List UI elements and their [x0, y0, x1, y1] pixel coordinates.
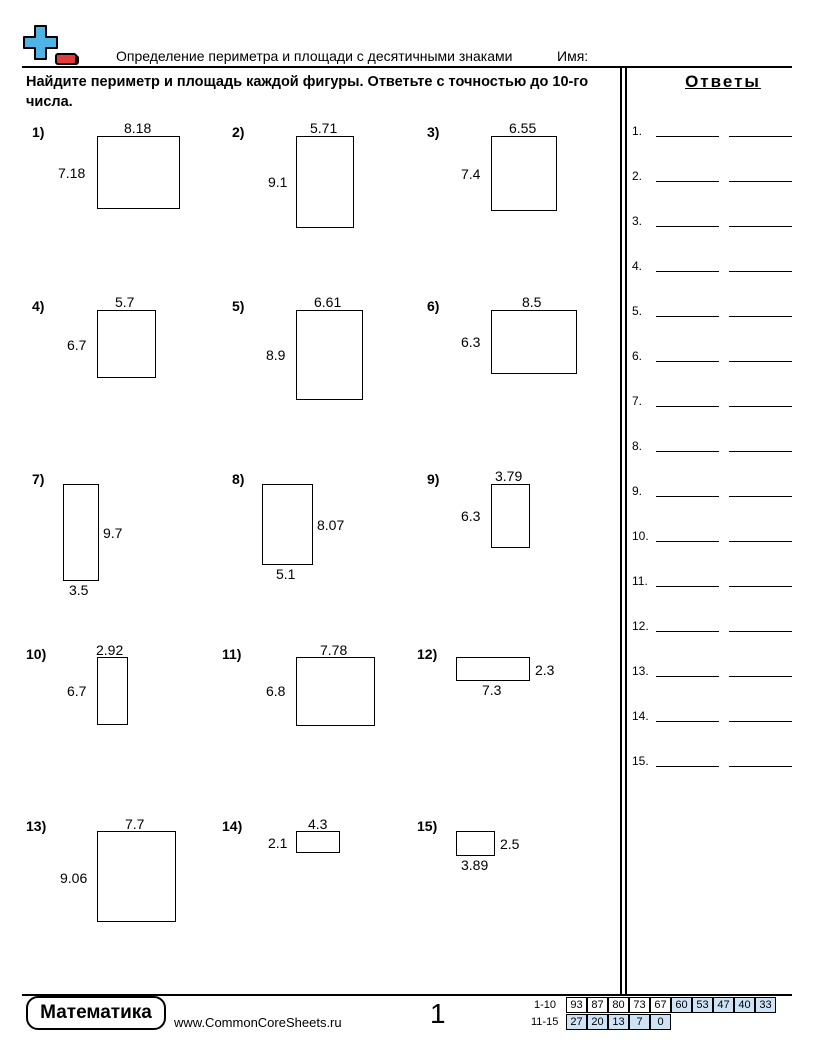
area-answer-line[interactable]: [729, 721, 792, 722]
answer-row: [632, 169, 802, 187]
score-cell: 27: [566, 1014, 587, 1030]
footer-badge: Математика: [26, 996, 166, 1030]
rectangle-shape: [296, 310, 363, 400]
score-cell: 13: [608, 1014, 629, 1030]
dimension-top: 5.7: [115, 294, 135, 310]
score-cell: 40: [734, 997, 755, 1013]
area-answer-line[interactable]: [729, 586, 792, 587]
answer-number: 1.: [632, 124, 643, 138]
score-row-label: 1-10: [534, 999, 557, 1011]
problem-number: 11): [222, 646, 242, 662]
answer-number: 7.: [632, 394, 643, 408]
rectangle-shape: [491, 136, 557, 211]
dimension-top: 7.7: [125, 816, 145, 832]
score-cell: 53: [692, 997, 713, 1013]
dimension-side: 8.9: [266, 347, 286, 363]
score-cell: 73: [629, 997, 650, 1013]
problem-number: 3): [427, 124, 440, 140]
perimeter-answer-line[interactable]: [656, 271, 719, 272]
dimension-top: 6.55: [509, 120, 537, 136]
dimension-side: 9.06: [60, 870, 88, 886]
dimension-top: 2.92: [96, 642, 124, 658]
rectangle-shape: [63, 484, 99, 581]
problem-number: 12): [417, 646, 438, 662]
perimeter-answer-line[interactable]: [656, 361, 719, 362]
dimension-side: 2.1: [268, 835, 288, 851]
page-number: 1: [430, 998, 446, 1029]
dimension-side: 7.4: [461, 166, 481, 182]
area-answer-line[interactable]: [729, 631, 792, 632]
problem-number: 9): [427, 471, 440, 487]
rectangle-shape: [296, 657, 375, 726]
perimeter-answer-line[interactable]: [656, 586, 719, 587]
perimeter-answer-line[interactable]: [656, 451, 719, 452]
rectangle-shape: [97, 831, 176, 922]
area-answer-line[interactable]: [729, 271, 792, 272]
score-cell: 20: [587, 1014, 608, 1030]
dimension-top: 6.61: [314, 294, 342, 310]
perimeter-answer-line[interactable]: [656, 406, 719, 407]
score-cell: 60: [671, 997, 692, 1013]
perimeter-answer-line[interactable]: [656, 676, 719, 677]
rectangle-shape: [456, 831, 495, 856]
answer-number: 12.: [632, 619, 649, 633]
answer-row: [632, 529, 802, 547]
dimension-bottom: 3.5: [69, 582, 89, 598]
problem-number: 8): [232, 471, 245, 487]
perimeter-answer-line[interactable]: [656, 136, 719, 137]
problem-number: 13): [26, 818, 47, 834]
answer-number: 4.: [632, 259, 643, 273]
answer-row: [632, 259, 802, 277]
score-cell: 87: [587, 997, 608, 1013]
dimension-bottom: 5.1: [276, 566, 296, 582]
problem-number: 6): [427, 298, 440, 314]
rectangle-shape: [296, 831, 340, 853]
dimension-side: 7.18: [58, 165, 86, 181]
answer-row: [632, 709, 802, 727]
answer-number: 11.: [632, 574, 648, 588]
answer-row: [632, 574, 802, 592]
perimeter-answer-line[interactable]: [656, 181, 719, 182]
problem-number: 5): [232, 298, 245, 314]
dimension-bottom: 7.3: [482, 682, 502, 698]
dimension-top: 8.5: [522, 294, 542, 310]
perimeter-answer-line[interactable]: [656, 631, 719, 632]
dimension-top: 3.79: [495, 468, 523, 484]
problem-number: 10): [26, 646, 47, 662]
answer-row: [632, 394, 802, 412]
perimeter-answer-line[interactable]: [656, 721, 719, 722]
perimeter-answer-line[interactable]: [656, 316, 719, 317]
problem-number: 15): [417, 818, 438, 834]
area-answer-line[interactable]: [729, 361, 792, 362]
header-rule: [22, 66, 792, 68]
score-cell: 93: [566, 997, 587, 1013]
answer-number: 15.: [632, 754, 649, 768]
problem-number: 14): [222, 818, 243, 834]
answer-number: 2.: [632, 169, 643, 183]
score-cell: 67: [650, 997, 671, 1013]
dimension-top: 4.3: [308, 816, 328, 832]
area-answer-line[interactable]: [729, 541, 792, 542]
problem-number: 4): [32, 298, 45, 314]
rectangle-shape: [456, 657, 530, 681]
dimension-side: 6.7: [67, 683, 87, 699]
name-label: Имя:: [557, 48, 589, 64]
score-cell: 47: [713, 997, 734, 1013]
answer-number: 5.: [632, 304, 643, 318]
rectangle-shape: [491, 484, 530, 548]
score-cell: 7: [629, 1014, 650, 1030]
area-answer-line[interactable]: [729, 226, 792, 227]
instructions: Найдите периметр и площадь каждой фигуры. Ответьте с точностью до 10-го числа.: [26, 74, 589, 110]
dimension-side: 9.1: [268, 174, 288, 190]
area-answer-line[interactable]: [729, 181, 792, 182]
answer-row: [632, 484, 802, 502]
answer-number: 13.: [632, 664, 649, 678]
rectangle-shape: [296, 136, 354, 228]
rectangle-shape: [491, 310, 577, 374]
dimension-side: 6.7: [67, 337, 87, 353]
answer-row: [632, 664, 802, 682]
dimension-side: 6.8: [266, 683, 286, 699]
rectangle-shape: [262, 484, 313, 565]
dimension-side: 6.3: [461, 508, 481, 524]
answer-number: 3.: [632, 214, 643, 228]
score-row-label: 11-15: [531, 1016, 559, 1028]
rectangle-shape: [97, 657, 128, 725]
answer-divider: [620, 66, 622, 996]
footer-url: www.CommonCoreSheets.ru: [174, 1015, 342, 1030]
score-cell: 33: [755, 997, 776, 1013]
answer-row: [632, 754, 802, 772]
area-answer-line[interactable]: [729, 451, 792, 452]
dimension-side: 8.07: [317, 517, 345, 533]
problem-number: 1): [32, 124, 45, 140]
perimeter-answer-line[interactable]: [656, 226, 719, 227]
answers-title: Ответы: [685, 72, 761, 91]
answer-row: [632, 214, 802, 232]
logo-icon: [22, 24, 80, 68]
answer-number: 10.: [632, 529, 649, 543]
score-cell: 80: [608, 997, 629, 1013]
answer-row: [632, 349, 802, 367]
rectangle-shape: [97, 136, 180, 209]
dimension-top: 7.78: [320, 642, 348, 658]
dimension-top: 5.71: [310, 120, 338, 136]
area-answer-line[interactable]: [729, 406, 792, 407]
dimension-side: 9.7: [103, 525, 123, 541]
dimension-top: 8.18: [124, 120, 152, 136]
answer-row: [632, 124, 802, 142]
problem-number: 7): [32, 471, 45, 487]
answer-number: 9.: [632, 484, 643, 498]
worksheet-title: Определение периметра и площади с десятичными знаками: [116, 48, 513, 64]
answer-row: [632, 304, 802, 322]
perimeter-answer-line[interactable]: [656, 541, 719, 542]
area-answer-line[interactable]: [729, 766, 792, 767]
answer-number: 6.: [632, 349, 643, 363]
dimension-side: 2.3: [535, 662, 555, 678]
answer-number: 8.: [632, 439, 643, 453]
answer-row: [632, 439, 802, 457]
dimension-side: 2.5: [500, 836, 520, 852]
answer-divider-2: [625, 66, 627, 996]
dimension-side: 6.3: [461, 334, 481, 350]
perimeter-answer-line[interactable]: [656, 496, 719, 497]
area-answer-line[interactable]: [729, 496, 792, 497]
area-answer-line[interactable]: [729, 136, 792, 137]
area-answer-line[interactable]: [729, 316, 792, 317]
rectangle-shape: [97, 310, 156, 378]
dimension-bottom: 3.89: [461, 857, 489, 873]
area-answer-line[interactable]: [729, 676, 792, 677]
answer-row: [632, 619, 802, 637]
score-cell: 0: [650, 1014, 671, 1030]
perimeter-answer-line[interactable]: [656, 766, 719, 767]
answer-number: 14.: [632, 709, 649, 723]
problem-number: 2): [232, 124, 245, 140]
